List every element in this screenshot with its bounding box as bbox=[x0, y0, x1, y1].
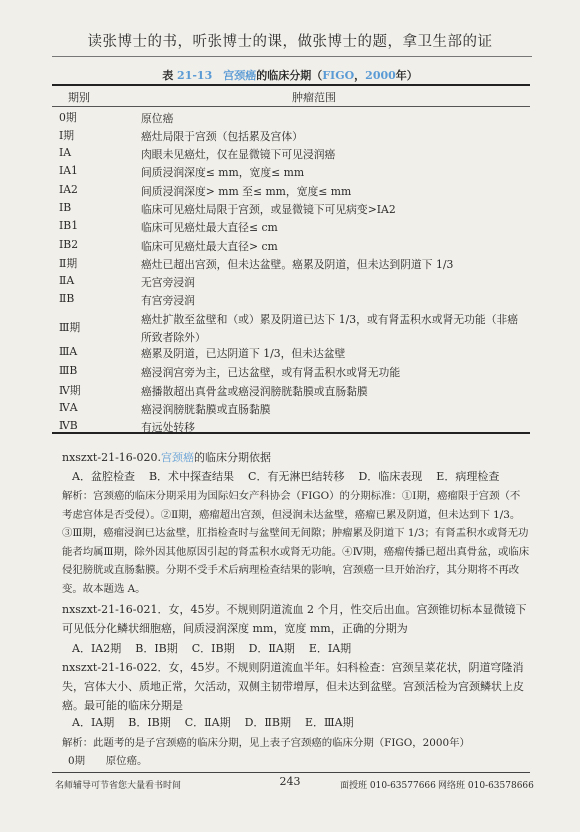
stage-cell: ⅢB bbox=[59, 364, 78, 377]
option: E．ⅠA期 bbox=[308, 642, 352, 655]
option: E．病理检查 bbox=[436, 470, 500, 483]
footer-contact-2: 网络班 010-63578666 bbox=[438, 781, 534, 791]
page-number: 243 bbox=[279, 775, 301, 788]
scope-cell: 癌浸润膀胱黏膜或直肠黏膜 bbox=[141, 403, 271, 416]
table-bottom-rule bbox=[52, 432, 530, 434]
option: C．ⅡA期 bbox=[184, 716, 231, 729]
scope-cell: 癌灶扩散至盆壁和（或）累及阴道已达下 1/3，或有肾盂积水或肾无功能（非癌所致者除外） bbox=[141, 313, 519, 344]
stage-cell: ⅡB bbox=[59, 292, 75, 305]
table-top-rule bbox=[52, 84, 530, 86]
scope-cell: 临床可见癌灶最大直径≤ cm bbox=[141, 221, 278, 234]
table-header-rule bbox=[52, 106, 530, 107]
option: A．ⅠA期 bbox=[72, 716, 115, 729]
scope-cell: 有宫旁浸润 bbox=[141, 294, 195, 307]
scope-cell: 癌灶局限于宫颈（包括累及宫体） bbox=[141, 130, 303, 143]
scope-cell: 临床可见癌灶局限于宫颈，或显微镜下可见病变>ⅠA2 bbox=[141, 203, 396, 216]
stage-cell: Ⅳ期 bbox=[59, 384, 81, 397]
scope-cell: 原位癌 bbox=[141, 112, 174, 125]
stage-cell: ⅠA2 bbox=[59, 183, 78, 196]
stage-cell: ⅠB bbox=[59, 201, 72, 214]
column-header-stage: 期别 bbox=[68, 91, 90, 104]
scope-cell: 间质浸润深度> mm 至≤ mm，宽度≤ mm bbox=[141, 185, 352, 198]
option: B．ⅠB期 bbox=[135, 642, 178, 655]
footer-rule bbox=[52, 772, 530, 773]
option: A．ⅠA2期 bbox=[72, 642, 122, 655]
option: C．ⅠB期 bbox=[191, 642, 235, 655]
table-caption: 表 21-13 宫颈癌的临床分期（FIGO，2000年） bbox=[162, 69, 418, 82]
question-2-options bbox=[72, 640, 365, 656]
question-2: nxszxt-21-16-021．女，45岁。不规则阴道流血 2 个月，性交后出血。宫颈锥切标本显微镜下可见低分化鳞状细胞癌，间质浸润深度 mm，宽度 mm，正确的分期为 bbox=[62, 603, 527, 635]
stage-cell: Ⅲ期 bbox=[59, 321, 81, 334]
stage-cell: ⅢA bbox=[59, 345, 78, 358]
question-1-options bbox=[72, 468, 513, 484]
stage-cell: Ⅰ期 bbox=[59, 129, 75, 142]
analysis-3-line2: 0期 原位癌。 bbox=[68, 755, 148, 767]
stage-cell: ⅠA1 bbox=[59, 164, 78, 177]
header-rule bbox=[52, 56, 532, 57]
option: E．ⅢA期 bbox=[304, 716, 354, 729]
scope-cell: 癌浸润宫旁为主，已达盆壁，或有肾盂积水或肾无功能 bbox=[141, 366, 401, 379]
scope-cell: 临床可见癌灶最大直径> cm bbox=[141, 240, 278, 253]
question-3: nxszxt-21-16-022．女，45岁。不规则阴道流血半年。妇科检查：宫颈呈菜花状，阴道穹隆消失，宫体大小、质地正常，欠活动，双侧主韧带增厚，但未达到盆壁。宫颈活检为宫颈鳞状上皮癌。最可能的临床分期是 bbox=[62, 661, 524, 712]
question-1: nxszxt-21-16-020.宫颈癌的临床分期依据 bbox=[62, 451, 271, 464]
stage-cell: ⅠB2 bbox=[59, 238, 79, 251]
option: B．ⅠB期 bbox=[128, 716, 171, 729]
scope-cell: 癌累及阴道，已达阴道下 1/3，但未达盆壁 bbox=[141, 347, 346, 360]
option: D．ⅡA期 bbox=[248, 642, 295, 655]
scope-cell: 有远处转移 bbox=[141, 421, 195, 434]
stage-cell: ⅣB bbox=[59, 419, 78, 432]
stage-cell: ⅠA bbox=[59, 146, 72, 159]
scope-cell: 间质浸润深度≤ mm，宽度≤ mm bbox=[141, 166, 305, 179]
option: D．临床表现 bbox=[358, 470, 423, 483]
analysis-3: 解析：此题考的是子宫颈癌的临床分期，见上表子宫颈癌的临床分期（FIGO，2000年） bbox=[62, 737, 470, 749]
scope-cell: 癌播散超出真骨盆或癌浸润膀胱黏膜或直肠黏膜 bbox=[141, 385, 368, 398]
stage-cell: ⅠB1 bbox=[59, 219, 79, 232]
scope-cell: 肉眼未见癌灶，仅在显微镜下可见浸润癌 bbox=[141, 148, 336, 161]
scope-cell: 无宫旁浸润 bbox=[141, 276, 195, 289]
column-header-scope: 肿瘤范围 bbox=[292, 91, 336, 104]
stage-cell: ⅡA bbox=[59, 274, 75, 287]
stage-cell: ⅣA bbox=[59, 401, 78, 414]
footer-note: 名师辅导可节省您大量看书时间 bbox=[55, 781, 182, 791]
option: C．有无淋巴结转移 bbox=[248, 470, 345, 483]
footer-contact-1: 面授班 010-63577666 bbox=[340, 781, 436, 791]
analysis-1: 解析：宫颈癌的临床分期采用为国际妇女产科协会（FIGO）的分期标准：①Ⅰ期，癌瘤限于宫颈（不考虑宫体是否受侵）。②Ⅱ期，癌瘤超出宫颈，但浸润未达盆壁，癌瘤已累及阴道，但未达到下 1/3。③Ⅲ期，癌瘤浸润已达盆壁，肛指检查时与盆壁间无间隙；肿瘤累及阴道下 1/3；有肾盂积水或肾无功能者均属Ⅲ期，除外因其他原因引起的肾盂积水或肾无功能。④Ⅳ期，癌瘤传播已超出真骨盆，或临床侵犯膀胱或直肠黏膜。分期不受手术后病理检查结果的影响，宫颈癌一旦开始治疗，其分期将不再改变。故本题选 A。 bbox=[62, 490, 530, 595]
question-3-options bbox=[72, 714, 368, 730]
page-slogan: 读张博士的书，听张博士的课，做张博士的题，拿卫生部的证 bbox=[87, 34, 493, 50]
scope-cell: 癌灶已超出宫颈，但未达盆壁。癌累及阴道，但未达到阴道下 1/3 bbox=[141, 258, 454, 271]
option: D．ⅡB期 bbox=[244, 716, 291, 729]
option: A．盆腔检查 bbox=[72, 470, 135, 483]
stage-cell: 0期 bbox=[59, 111, 77, 124]
stage-cell: Ⅱ期 bbox=[59, 257, 78, 270]
option: B．术中探查结果 bbox=[148, 470, 235, 483]
